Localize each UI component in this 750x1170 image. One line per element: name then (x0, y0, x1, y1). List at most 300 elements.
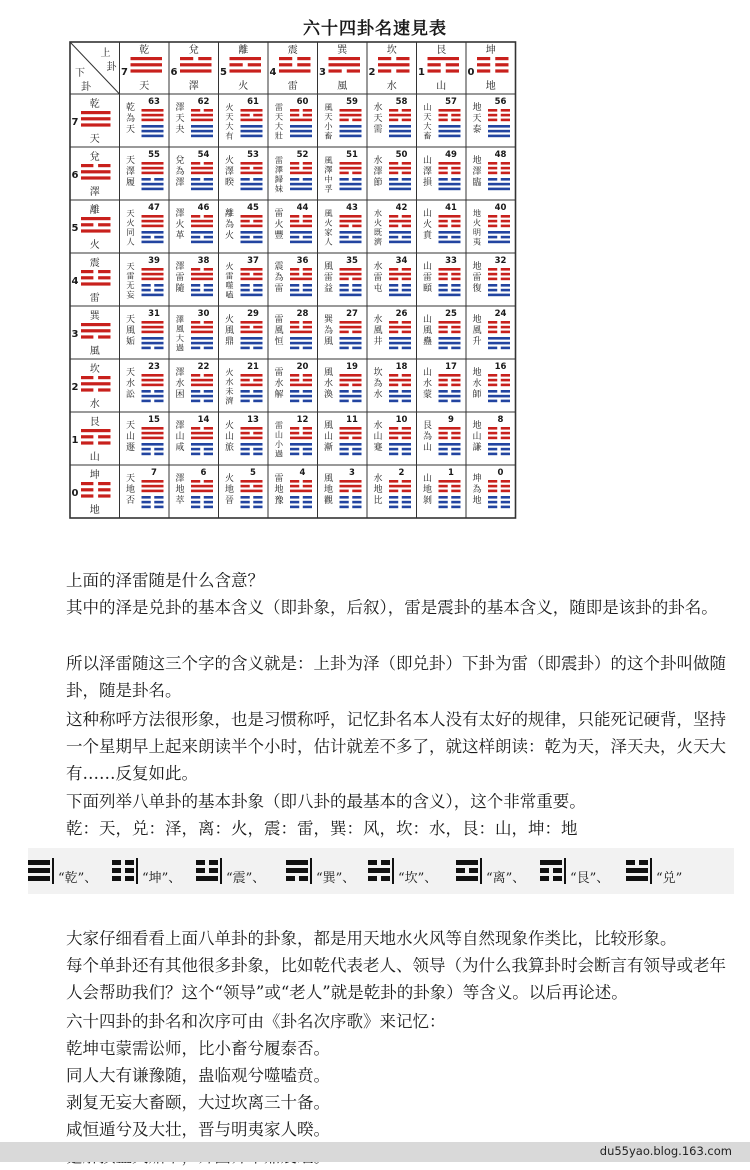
trigram-line (439, 501, 448, 504)
trigram-line (241, 395, 263, 398)
trigram-line (389, 130, 411, 133)
hexagram-name-char: 雷 (274, 102, 284, 112)
lower-trigram-number: 1 (71, 435, 79, 446)
upper-trigram-number: 5 (220, 67, 227, 78)
trigram-line (142, 331, 164, 334)
trigram-line (154, 347, 163, 350)
trigram-line (290, 384, 312, 387)
trigram-line (303, 321, 312, 324)
hexagram-name-char: 大 (423, 121, 432, 131)
trigram-line (389, 289, 398, 292)
trigram-line (196, 860, 205, 865)
hexagram-name-char: 井 (373, 337, 383, 347)
trigram-line (112, 876, 121, 881)
trigram-line (389, 337, 411, 340)
trigram-line (439, 384, 448, 387)
trigram-line (402, 501, 411, 504)
hexagram-name-char: 雷 (274, 474, 284, 484)
trigram-label: “巽”、 (316, 871, 356, 886)
hexagram-number: 45 (247, 203, 259, 213)
trigram-icon (368, 858, 394, 884)
trigram-line (204, 178, 213, 181)
trigram-line (488, 294, 510, 297)
hexagram-lower-icon (241, 125, 263, 137)
trigram-line (230, 63, 243, 66)
hexagram-name-char: 孚 (324, 183, 333, 194)
trigram-line (241, 501, 250, 504)
trigram-line (477, 69, 490, 72)
trigram-line (191, 506, 200, 509)
trigram-line (253, 284, 262, 287)
trigram-line (241, 390, 250, 393)
trigram-line (279, 69, 311, 72)
trigram-line (241, 119, 263, 122)
trigram-line (488, 225, 497, 228)
hexagram-number: 34 (395, 256, 408, 266)
hexagram-name-char: 澤 (125, 167, 136, 177)
trigram-line (340, 501, 349, 504)
hexagram-name-char: 澤 (224, 167, 235, 177)
trigram-line (191, 395, 213, 398)
trigram-line (451, 496, 460, 499)
hexagram-name-char: 水 (274, 379, 284, 389)
trigram-line (290, 284, 299, 287)
trigram-line (329, 63, 361, 66)
trigram-line (439, 485, 448, 488)
trigram-line (340, 480, 362, 483)
trigram-line (439, 231, 461, 234)
hexagram-name-char: 風 (324, 155, 333, 165)
paragraph-3: 所以泽雷随这三个字的含义就是：上卦为泽（即兑卦）下卦为雷（即震卦）的这个卦叫做随卦，随是卦名。 (66, 654, 726, 700)
trigram-line (142, 501, 151, 504)
lower-trigram-number: 3 (71, 329, 79, 340)
hexagram-name-char: 風 (125, 326, 136, 336)
lower-trigram-number: 7 (71, 117, 79, 128)
hexagram-name-char: 天 (373, 114, 383, 124)
trigram-line (191, 284, 200, 287)
trigram-line (154, 448, 163, 451)
trigram-line (253, 220, 262, 223)
trigram-line (488, 236, 497, 239)
hexagram-name-char: 澤 (274, 164, 284, 175)
trigram-line (98, 482, 110, 485)
trigram-line (439, 236, 448, 239)
trigram-line (290, 183, 312, 186)
hexagram-name-char: 火 (472, 217, 482, 228)
trigram-line (352, 400, 361, 403)
hexagram-name-char: 為 (472, 485, 482, 495)
hexagram-name-char: 火 (126, 217, 135, 228)
trigram-line (451, 119, 460, 122)
hexagram-name-char: 妹 (274, 183, 284, 194)
hexagram-name-char: 火 (422, 220, 433, 230)
trigram-line (204, 501, 213, 504)
hexagram-number: 37 (247, 256, 259, 266)
trigram-line (488, 130, 510, 133)
trigram-line (142, 225, 164, 228)
trigram-line (191, 231, 213, 234)
hexagram-name-char: 水 (373, 315, 383, 325)
hexagram-name-char: 豫 (274, 496, 284, 506)
hexagram-name-char: 火 (373, 217, 383, 228)
hexagram-number: 63 (148, 97, 160, 107)
hexagram-name-char: 剝 (422, 496, 433, 506)
trigram-label: “震”、 (226, 871, 266, 886)
hexagram-name-char: 山 (422, 443, 433, 453)
trigram-line (402, 162, 411, 165)
blog-url: du55yao.blog.163.com (599, 1144, 732, 1158)
trigram-line (204, 427, 213, 430)
trigram-line (389, 273, 411, 276)
trigram-line (340, 395, 362, 398)
trigram-line (402, 236, 411, 239)
trigram-line (340, 167, 362, 170)
trigram-line (501, 236, 510, 239)
hexagram-number: 28 (296, 309, 309, 319)
hexagram-name-char: 震 (274, 262, 284, 272)
hexagram-number: 35 (346, 256, 358, 266)
trigram-line (142, 437, 164, 440)
trigram-line (488, 437, 497, 440)
trigram-line (439, 268, 461, 271)
trigram-line (501, 215, 510, 218)
trigram-line (98, 376, 110, 379)
hexagram-name-char: 風 (373, 326, 383, 336)
trigram-line (253, 432, 262, 435)
trigram-line (279, 63, 292, 66)
trigram-line (389, 331, 398, 334)
hexagram-number: 49 (445, 150, 457, 160)
trigram-icon (540, 858, 566, 884)
trigram-line (501, 289, 510, 292)
trigram-line (451, 379, 460, 382)
corner-upper-label: 卦 (106, 62, 117, 73)
trigram-line (241, 188, 263, 191)
trigram-line (501, 390, 510, 393)
trigram-line (340, 215, 362, 218)
trigram-line (352, 178, 361, 181)
trigram-line (389, 490, 398, 493)
lower-trigram-number: 4 (71, 276, 79, 287)
trigram-line (488, 220, 497, 223)
trigram-line (501, 167, 510, 170)
trigram-line (340, 331, 349, 334)
hexagram-name-char: 大 (175, 333, 185, 343)
lower-trigram-nature: 雷 (89, 293, 100, 304)
trigram-line (389, 215, 398, 218)
hexagram-name-char: 澤 (422, 167, 433, 177)
hexagram-number: 41 (445, 203, 457, 213)
trigram-line (488, 347, 497, 350)
upper-trigram-name: 震 (287, 45, 298, 56)
trigram-line (191, 220, 213, 223)
trigram-line (488, 135, 510, 138)
trigram-line (389, 326, 411, 329)
hexagram-name-char: 水 (373, 421, 383, 431)
lower-trigram-name: 巽 (89, 311, 100, 322)
trigram-line (279, 57, 292, 60)
trigram-line (241, 379, 250, 382)
trigram-line (340, 225, 349, 228)
trigram-line (389, 268, 398, 271)
trigram-line (191, 331, 213, 334)
hexagram-upper-icon (142, 109, 164, 121)
trigram-line (241, 342, 263, 345)
trigram-line (451, 236, 460, 239)
trigram-line (303, 496, 312, 499)
trigram-line (142, 395, 164, 398)
lower-trigram-name: 乾 (89, 99, 100, 110)
trigram-line (241, 400, 250, 403)
hexagram-name-char: 地 (472, 156, 482, 166)
trigram-line (389, 172, 398, 175)
hexagram-number: 48 (494, 150, 507, 160)
hexagram-number: 62 (197, 97, 210, 107)
hexagram-number: 43 (346, 203, 358, 213)
lower-trigram-number: 6 (71, 170, 79, 181)
hexagram-name-char: 水 (373, 208, 383, 218)
trigram-line (340, 342, 362, 345)
hexagram-number: 46 (197, 203, 210, 213)
trigram-line (446, 69, 459, 72)
trigram-line (451, 289, 460, 292)
trigram-line (439, 506, 448, 509)
trigram-line (340, 278, 349, 281)
trigram-line (451, 437, 460, 440)
trigram-line (253, 236, 262, 239)
trigram-line (204, 347, 213, 350)
trigram-line (241, 162, 263, 165)
trigram-line (191, 400, 200, 403)
trigram-line (290, 485, 299, 488)
trigram-line (389, 178, 398, 181)
trigram-icon (28, 858, 54, 884)
table-title: 六十四卦名速見表 (303, 19, 447, 39)
hexagram-name-char: 山 (472, 432, 482, 442)
trigram-line (241, 284, 250, 287)
hexagram-number: 23 (148, 362, 160, 372)
hexagram-name-char: 大 (225, 121, 234, 131)
hexagram-number: 39 (148, 256, 160, 266)
trigram-marker (650, 858, 652, 884)
trigram-line (191, 172, 213, 175)
trigram-line (340, 114, 362, 117)
trigram-line (290, 453, 299, 456)
trigram-line (28, 860, 50, 865)
hexagram-name-char: 旅 (224, 443, 235, 453)
trigram-line (241, 490, 263, 493)
trigram-line (488, 114, 497, 117)
trigram-line (501, 225, 510, 228)
hexagram-name-char: 澤 (175, 421, 185, 431)
trigram-line (352, 236, 361, 239)
hexagram-name-char: 損 (422, 178, 433, 188)
trigram-line (290, 342, 312, 345)
trigram-line (204, 284, 213, 287)
trigram-line (191, 130, 213, 133)
trigram-line (81, 276, 93, 279)
trigram-line (488, 485, 497, 488)
trigram-line (142, 273, 164, 276)
hexagram-name-char: 兌 (175, 156, 185, 166)
hexagram-name-char: 澤 (373, 167, 383, 177)
hexagram-number: 33 (445, 256, 457, 266)
hexagram-name-char: 風 (323, 474, 334, 484)
hexagram-name-char: 風 (175, 323, 185, 334)
trigram-line (439, 496, 448, 499)
hexagram-name-char: 雷 (274, 155, 284, 165)
trigram-line (389, 443, 411, 446)
trigram-line (488, 183, 510, 186)
upper-trigram-nature: 水 (386, 81, 397, 92)
trigram-line (501, 220, 510, 223)
hexagram-name-char: 水 (373, 474, 383, 484)
trigram-line (340, 231, 362, 234)
trigram-line (340, 284, 349, 287)
trigram-line (253, 178, 262, 181)
trigram-line (241, 231, 263, 234)
hexagram-name-char: 坎 (373, 368, 383, 378)
hexagram-table (0, 0, 750, 540)
trigram-line (626, 876, 648, 881)
upper-trigram-number: 0 (467, 67, 475, 78)
hexagram-lower-icon (389, 125, 411, 137)
trigram-line (451, 485, 460, 488)
trigram-line (488, 241, 510, 244)
trigram-line (389, 231, 411, 234)
trigram-line (439, 241, 461, 244)
trigram-line (340, 432, 362, 435)
trigram-line (501, 321, 510, 324)
trigram-line (142, 125, 164, 128)
trigram-line (439, 374, 461, 377)
trigram-line (451, 347, 460, 350)
trigram-line (98, 388, 110, 391)
trigram-line (290, 374, 299, 377)
trigram-line (142, 432, 164, 435)
trigram-line (98, 441, 110, 444)
hexagram-name-char: 漸 (323, 443, 334, 453)
trigram-line (352, 448, 361, 451)
trigram-line (389, 374, 398, 377)
trigram-line (451, 220, 460, 223)
trigram-line (196, 876, 218, 881)
trigram-line (402, 448, 411, 451)
paragraph-6: 乾：天，兑：泽，离：火，震：雷，巽：风，坎：水，艮：山，坤：地 (66, 819, 578, 838)
trigram-line (81, 270, 93, 273)
trigram-line (204, 109, 213, 112)
trigram-line (241, 109, 263, 112)
trigram-line (439, 135, 461, 138)
hexagram-name-char: 山 (423, 102, 432, 112)
hexagram-name-char: 地 (472, 368, 482, 378)
hexagram-name-char: 風 (323, 421, 334, 431)
hexagram-name-char: 火 (224, 231, 235, 241)
hexagram-lower-icon (290, 125, 312, 137)
trigram-line (98, 164, 110, 167)
upper-trigram-name: 坎 (386, 45, 397, 56)
trigram-line (241, 178, 250, 181)
trigram-line (142, 347, 151, 350)
trigram-line (340, 130, 362, 133)
trigram-line (402, 268, 411, 271)
trigram-line (191, 178, 200, 181)
hexagram-number: 42 (395, 203, 408, 213)
hexagram-name-char: 坤 (472, 474, 482, 484)
hexagram-name-char: 既 (373, 227, 383, 237)
hexagram-name-char: 需 (373, 125, 383, 135)
trigram-line (553, 876, 562, 881)
paragraph-7: 大家仔细看看上面八单卦的卦象，都是用天地水火风等自然现象作类比，比较形象。 (66, 929, 677, 948)
hexagram-name-char: 地 (472, 496, 482, 506)
trigram-line (196, 868, 205, 873)
lower-trigram-number: 2 (71, 382, 79, 393)
trigram-label: “乾”、 (58, 871, 98, 886)
trigram-line (191, 326, 213, 329)
trigram-line (501, 178, 510, 181)
trigram-line (439, 215, 461, 218)
trigram-line (352, 331, 361, 334)
trigram-line (439, 379, 448, 382)
trigram-line (81, 117, 111, 120)
hexagram-name-char: 地 (472, 103, 482, 113)
trigram-line (456, 860, 478, 865)
hexagram-name-char: 天 (125, 474, 136, 484)
hexagram-lower-icon (439, 125, 461, 137)
trigram-line (154, 501, 163, 504)
trigram-line (142, 236, 151, 239)
hexagram-number: 5 (250, 468, 256, 478)
trigram-line (142, 321, 164, 324)
trigram-line (488, 125, 510, 128)
trigram-marker (392, 858, 394, 884)
song-line-2: 同人大有谦豫随，蛊临观兮噬嗑贲。 (66, 1066, 330, 1085)
trigram-line (290, 432, 299, 435)
hexagram-name-char: 雷 (422, 273, 433, 283)
trigram-line (451, 178, 460, 181)
trigram-line (495, 69, 508, 72)
trigram-line (439, 114, 448, 117)
song-line-4: 咸恒遁兮及大壮，晋与明夷家人暌。 (66, 1120, 330, 1139)
hexagram-name-char: 水 (373, 103, 383, 113)
trigram-line (191, 437, 213, 440)
upper-trigram-name: 兌 (188, 45, 199, 56)
hexagram-name-char: 雷 (274, 368, 284, 378)
trigram-line (303, 284, 312, 287)
trigram-line (389, 278, 398, 281)
trigram-line (352, 501, 361, 504)
trigram-line (142, 400, 151, 403)
hexagram-name-char: 天 (274, 111, 284, 122)
trigram-line (439, 400, 448, 403)
trigram-line (451, 384, 460, 387)
hexagram-name-char: 澤 (175, 474, 185, 484)
hexagram-name-char: 天 (125, 315, 136, 325)
trigram-line (488, 188, 510, 191)
trigram-line (290, 278, 312, 281)
hexagram-name-char: 火 (175, 220, 185, 230)
trigram-line (154, 400, 163, 403)
trigram-line (439, 125, 461, 128)
trigram-line (297, 63, 310, 66)
trigram-line (368, 868, 390, 873)
trigram-line (290, 172, 312, 175)
trigram-line (248, 63, 261, 66)
trigram-line (378, 57, 391, 60)
trigram-line (112, 860, 121, 865)
hexagram-name-char: 山 (422, 368, 433, 378)
trigram-line (451, 172, 460, 175)
